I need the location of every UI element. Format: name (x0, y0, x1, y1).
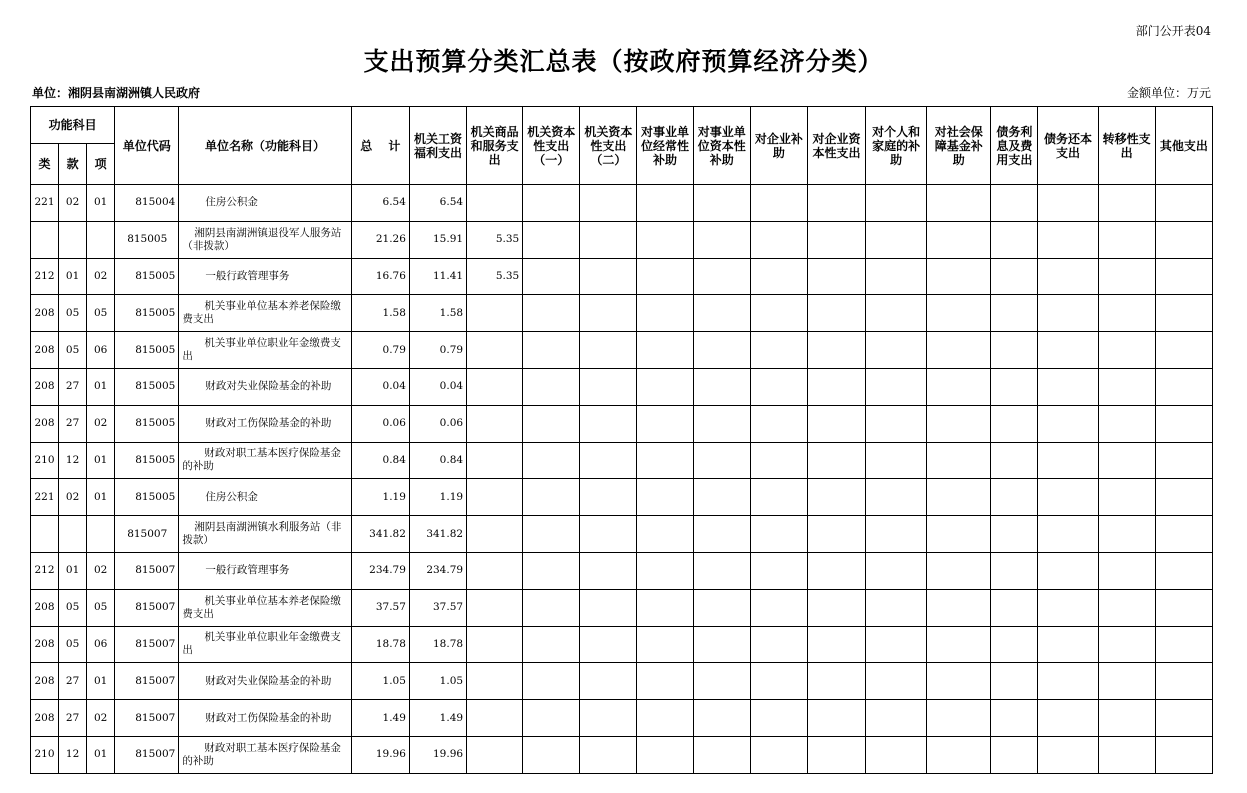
cell-lei: 208 (31, 589, 59, 626)
cell-code: 815007 (115, 589, 179, 626)
table-row (31, 589, 1213, 626)
header-c9: 对个人和家庭的补助 (866, 107, 927, 185)
cell-total: 0.84 (351, 442, 409, 479)
cell-c1: 0.84 (409, 442, 466, 479)
cell-total: 341.82 (351, 516, 409, 553)
cell-code: 815007 (115, 626, 179, 663)
cell-name: 住房公积金 (179, 185, 351, 222)
cell-total: 37.57 (351, 589, 409, 626)
cell-total: 1.05 (351, 663, 409, 700)
header-lei: 类 (31, 144, 59, 185)
cell-kuan: 27 (59, 663, 87, 700)
cell-lei: 210 (31, 736, 59, 773)
cell-c1: 15.91 (409, 221, 466, 258)
cell-name: 财政对工伤保险基金的补助 (179, 700, 351, 737)
cell-lei: 208 (31, 295, 59, 332)
cell-c2: 5.35 (467, 258, 523, 295)
cell-name: 机关事业单位职业年金缴费支出 (179, 332, 351, 369)
cell-kuan: 27 (59, 405, 87, 442)
cell-c2 (467, 516, 523, 553)
table-row (31, 700, 1213, 737)
cell-total: 0.79 (351, 332, 409, 369)
header-code: 单位代码 (115, 107, 179, 185)
cell-xiang: 06 (87, 332, 115, 369)
cell-code: 815007 (115, 663, 179, 700)
cell-c2 (467, 700, 523, 737)
cell-xiang: 02 (87, 552, 115, 589)
page-title: 支出预算分类汇总表（按政府预算经济分类） (363, 47, 884, 76)
cell-lei: 212 (31, 552, 59, 589)
cell-xiang: 02 (87, 700, 115, 737)
cell-lei (31, 516, 59, 553)
cell-name: 财政对工伤保险基金的补助 (179, 405, 351, 442)
cell-total: 1.19 (351, 479, 409, 516)
header-c14: 其他支出 (1155, 107, 1212, 185)
cell-total: 1.49 (351, 700, 409, 737)
header-c13: 转移性支出 (1098, 107, 1155, 185)
header-c8: 对企业资本性支出 (807, 107, 865, 185)
cell-total: 21.26 (351, 221, 409, 258)
cell-kuan: 27 (59, 368, 87, 405)
table-row (31, 405, 1213, 442)
cell-c2 (467, 736, 523, 773)
cell-code: 815005 (115, 479, 179, 516)
cell-code: 815007 (115, 516, 179, 553)
table-row (31, 479, 1213, 516)
cell-name: 机关事业单位基本养老保险缴费支出 (179, 295, 351, 332)
cell-lei: 208 (31, 368, 59, 405)
cell-lei: 208 (31, 332, 59, 369)
cell-name: 财政对失业保险基金的补助 (179, 368, 351, 405)
cell-kuan: 27 (59, 700, 87, 737)
cell-c2 (467, 552, 523, 589)
cell-c1: 341.82 (409, 516, 466, 553)
cell-lei: 208 (31, 700, 59, 737)
cell-lei: 221 (31, 185, 59, 222)
cell-kuan: 12 (59, 736, 87, 773)
cell-total: 234.79 (351, 552, 409, 589)
cell-code: 815005 (115, 368, 179, 405)
cell-c2 (467, 368, 523, 405)
cell-c1: 234.79 (409, 552, 466, 589)
header-gongneng: 功能科目 (31, 107, 115, 144)
cell-c1: 0.79 (409, 332, 466, 369)
cell-c1: 0.04 (409, 368, 466, 405)
cell-code: 815005 (115, 258, 179, 295)
header-name: 单位名称（功能科目） (179, 107, 351, 185)
cell-c2 (467, 663, 523, 700)
cell-c1: 1.49 (409, 700, 466, 737)
cell-c2: 5.35 (467, 221, 523, 258)
cell-name: 一般行政管理事务 (179, 552, 351, 589)
cell-kuan: 02 (59, 185, 87, 222)
cell-name: 湘阴县南湖洲镇水利服务站（非拨款） (179, 516, 351, 553)
cell-c1: 11.41 (409, 258, 466, 295)
cell-c1: 19.96 (409, 736, 466, 773)
cell-total: 16.76 (351, 258, 409, 295)
cell-xiang: 01 (87, 368, 115, 405)
cell-kuan: 01 (59, 258, 87, 295)
cell-name: 机关事业单位职业年金缴费支出 (179, 626, 351, 663)
cell-code: 815007 (115, 552, 179, 589)
cell-kuan (59, 516, 87, 553)
cell-code: 815005 (115, 405, 179, 442)
cell-total: 0.06 (351, 405, 409, 442)
header-c10: 对社会保障基金补助 (927, 107, 991, 185)
cell-c2 (467, 405, 523, 442)
cell-kuan: 02 (59, 479, 87, 516)
cell-kuan: 01 (59, 552, 87, 589)
cell-kuan: 05 (59, 626, 87, 663)
cell-lei (31, 221, 59, 258)
cell-name: 机关事业单位基本养老保险缴费支出 (179, 589, 351, 626)
cell-total: 6.54 (351, 185, 409, 222)
header-xiang: 项 (87, 144, 115, 185)
table-number-label: 部门公开表04 (1135, 24, 1211, 38)
cell-code: 815005 (115, 221, 179, 258)
cell-kuan: 05 (59, 589, 87, 626)
cell-xiang: 01 (87, 736, 115, 773)
cell-lei: 221 (31, 479, 59, 516)
cell-name: 财政对职工基本医疗保险基金的补助 (179, 442, 351, 479)
table-row (31, 552, 1213, 589)
cell-c2 (467, 442, 523, 479)
cell-total: 0.04 (351, 368, 409, 405)
header-c3: 机关资本性支出（一） (523, 107, 580, 185)
table-row (31, 368, 1213, 405)
header-row-1 (31, 107, 1213, 144)
cell-c2 (467, 479, 523, 516)
cell-name: 湘阴县南湖洲镇退役军人服务站（非拨款） (179, 221, 351, 258)
cell-xiang (87, 516, 115, 553)
header-c7: 对企业补助 (750, 107, 807, 185)
cell-lei: 208 (31, 405, 59, 442)
cell-total: 19.96 (351, 736, 409, 773)
cell-c1: 0.06 (409, 405, 466, 442)
cell-total: 18.78 (351, 626, 409, 663)
cell-lei: 210 (31, 442, 59, 479)
table-row (31, 332, 1213, 369)
cell-xiang: 06 (87, 626, 115, 663)
cell-code: 815005 (115, 442, 179, 479)
cell-xiang: 05 (87, 589, 115, 626)
cell-c1: 1.05 (409, 663, 466, 700)
cell-code: 815005 (115, 295, 179, 332)
cell-xiang: 01 (87, 185, 115, 222)
unit-label: 单位：湘阴县南湖洲镇人民政府 (32, 86, 201, 100)
cell-c1: 1.19 (409, 479, 466, 516)
header-c4: 机关资本性支出（二） (580, 107, 637, 185)
header-c2: 机关商品和服务支出 (467, 107, 523, 185)
cell-xiang: 01 (87, 442, 115, 479)
table-row (31, 295, 1213, 332)
cell-name: 财政对职工基本医疗保险基金的补助 (179, 736, 351, 773)
header-kuan: 款 (59, 144, 87, 185)
cell-xiang: 02 (87, 405, 115, 442)
table-row (31, 185, 1213, 222)
header-c11: 债务利息及费用支出 (991, 107, 1038, 185)
cell-c2 (467, 589, 523, 626)
cell-code: 815007 (115, 700, 179, 737)
header-total: 总 计 (351, 107, 409, 185)
cell-c2 (467, 332, 523, 369)
cell-kuan: 05 (59, 295, 87, 332)
cell-code: 815004 (115, 185, 179, 222)
cell-kuan: 05 (59, 332, 87, 369)
table-row (31, 736, 1213, 773)
cell-xiang: 01 (87, 663, 115, 700)
cell-xiang: 01 (87, 479, 115, 516)
table-row (31, 626, 1213, 663)
cell-code: 815005 (115, 332, 179, 369)
cell-kuan (59, 221, 87, 258)
cell-c1: 1.58 (409, 295, 466, 332)
cell-c1: 6.54 (409, 185, 466, 222)
table-row (31, 442, 1213, 479)
cell-c2 (467, 626, 523, 663)
cell-xiang: 05 (87, 295, 115, 332)
cell-lei: 208 (31, 626, 59, 663)
cell-c2 (467, 295, 523, 332)
cell-c2 (467, 185, 523, 222)
cell-c1: 37.57 (409, 589, 466, 626)
table-row (31, 221, 1213, 258)
cell-name: 财政对失业保险基金的补助 (179, 663, 351, 700)
table-row (31, 663, 1213, 700)
cell-c1: 18.78 (409, 626, 466, 663)
header-c12: 债务还本支出 (1038, 107, 1098, 185)
cell-code: 815007 (115, 736, 179, 773)
cell-xiang (87, 221, 115, 258)
header-c1: 机关工资福利支出 (409, 107, 466, 185)
table-row (31, 258, 1213, 295)
cell-xiang: 02 (87, 258, 115, 295)
cell-total: 1.58 (351, 295, 409, 332)
cell-lei: 208 (31, 663, 59, 700)
cell-lei: 212 (31, 258, 59, 295)
header-c6: 对事业单位资本性补助 (693, 107, 750, 185)
cell-name: 一般行政管理事务 (179, 258, 351, 295)
cell-kuan: 12 (59, 442, 87, 479)
cell-name: 住房公积金 (179, 479, 351, 516)
header-c5: 对事业单位经常性补助 (637, 107, 693, 185)
money-unit-label: 金额单位：万元 (1126, 86, 1211, 100)
budget-table (30, 106, 1213, 774)
table-row (31, 516, 1213, 553)
